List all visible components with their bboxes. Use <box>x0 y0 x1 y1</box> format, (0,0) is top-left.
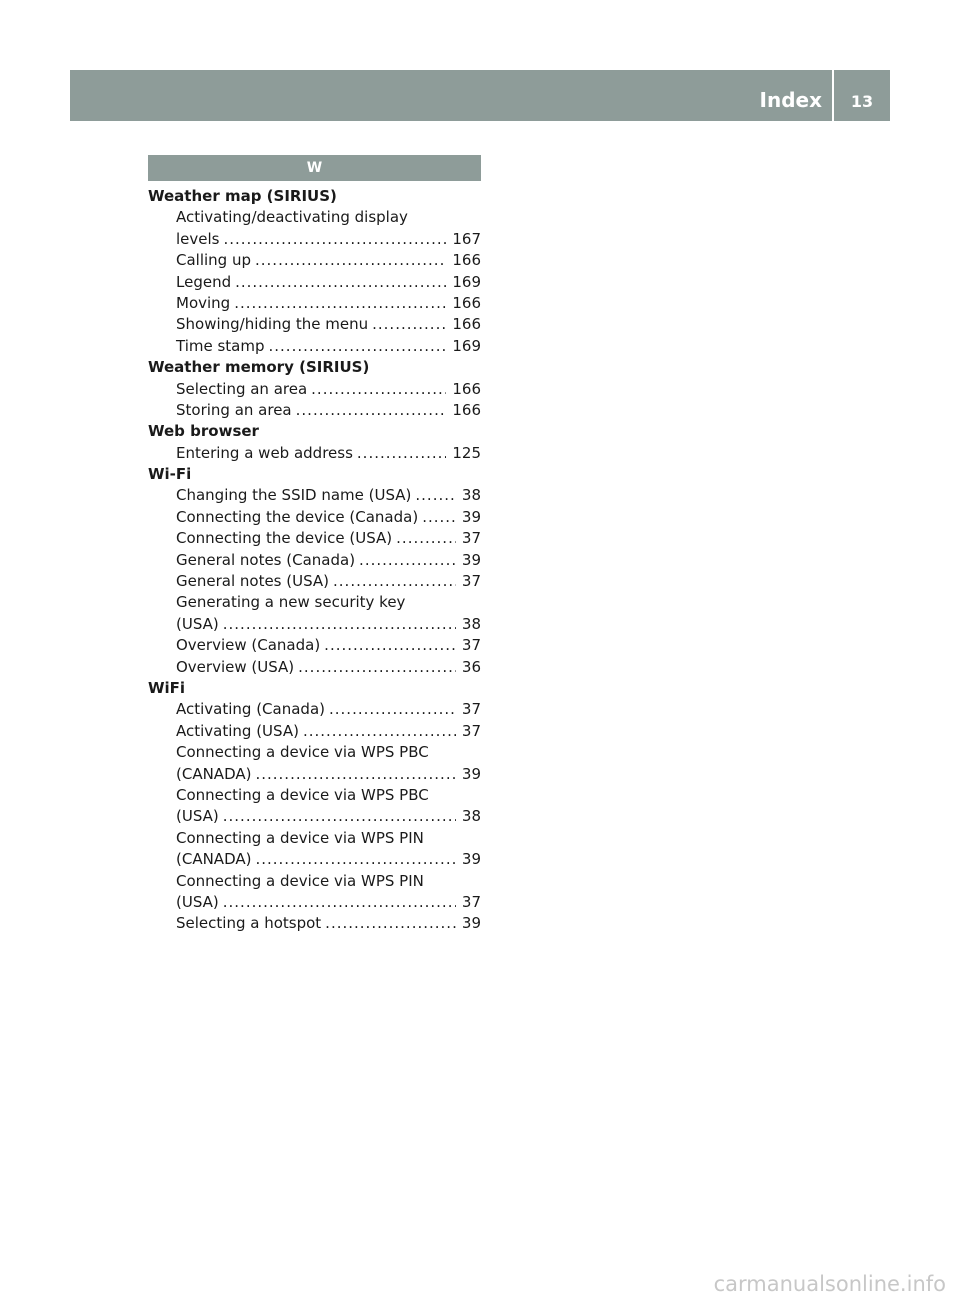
dot-leader <box>296 400 447 421</box>
dot-leader <box>357 443 446 464</box>
dot-leader <box>223 614 456 635</box>
index-term: Weather memory (SIRIUS) <box>148 358 370 377</box>
index-subentry <box>148 849 481 870</box>
index-subentry-line: Connecting a device via WPS PIN <box>176 871 424 890</box>
index-term: Web browser <box>148 422 259 441</box>
dot-leader <box>333 571 456 592</box>
subentry-page: 125 <box>452 443 481 462</box>
dot-leader <box>255 849 455 870</box>
index-term: Weather map (SIRIUS) <box>148 187 337 205</box>
index-subentry <box>148 699 481 720</box>
dot-leader <box>415 485 456 506</box>
dot-leader <box>298 657 456 678</box>
subentry-page: 38 <box>461 486 481 505</box>
index-term: WiFi <box>148 678 186 697</box>
subentry-page: 36 <box>461 657 481 676</box>
dot-leader <box>325 913 456 934</box>
index-subentry <box>148 229 481 250</box>
subentry-text: Entering a web address <box>176 443 353 462</box>
subentry-text: Activating (USA) <box>176 721 299 740</box>
subentry-text: General notes (Canada) <box>176 550 356 569</box>
index-subentry <box>148 913 481 934</box>
index-subentry <box>148 614 481 635</box>
index-subentry <box>148 336 481 357</box>
index-subentry <box>148 272 481 293</box>
index-subentry <box>148 443 481 464</box>
subentry-page: 166 <box>452 379 481 398</box>
subentry-page: 39 <box>461 507 481 526</box>
subentry-text: (CANADA) <box>176 764 252 783</box>
dot-leader <box>311 379 446 400</box>
index-subentry <box>148 571 481 592</box>
subentry-text: Overview (USA) <box>176 657 295 676</box>
subentry-text: Overview (Canada) <box>176 636 321 655</box>
index-subentry <box>148 379 481 400</box>
subentry-text: Storing an area <box>176 400 292 419</box>
dot-leader <box>396 528 456 549</box>
index-subentry-line: Activating/deactivating display <box>176 208 408 227</box>
subentry-text: Connecting the device (Canada) <box>176 507 419 526</box>
index-subentry <box>148 485 481 506</box>
dot-leader <box>223 229 446 250</box>
index-subentry <box>148 764 481 785</box>
dot-leader <box>234 293 446 314</box>
subentry-page: 169 <box>452 336 481 355</box>
index-entries <box>148 186 481 935</box>
page-number: 13 <box>850 92 874 111</box>
subentry-page: 166 <box>452 293 481 312</box>
index-subentry <box>148 250 481 271</box>
index-term: Wi-Fi <box>148 465 192 484</box>
subentry-page: 38 <box>461 614 481 633</box>
subentry-text: (CANADA) <box>176 850 252 869</box>
subentry-text: Selecting a hotspot <box>176 914 322 933</box>
index-subentry-line: Connecting a device via WPS PBC <box>176 743 429 762</box>
subentry-page: 37 <box>461 892 481 911</box>
page-title: Index <box>759 88 822 112</box>
index-subentry-line: Connecting a device via WPS PIN <box>176 828 424 847</box>
subentry-text: Legend <box>176 272 232 291</box>
subentry-text: (USA) <box>176 892 219 911</box>
subentry-text: (USA) <box>176 807 219 826</box>
subentry-page: 37 <box>461 636 481 655</box>
index-subentry <box>148 314 481 335</box>
subentry-page: 39 <box>461 550 481 569</box>
subentry-page: 37 <box>461 721 481 740</box>
dot-leader <box>223 806 456 827</box>
index-subentry <box>148 721 481 742</box>
subentry-page: 169 <box>452 272 481 291</box>
index-subentry <box>148 293 481 314</box>
index-subentry <box>148 507 481 528</box>
dot-leader <box>255 764 455 785</box>
subentry-page: 39 <box>461 914 481 933</box>
watermark: carmanualsonline.info <box>713 1272 946 1296</box>
index-subentry <box>148 806 481 827</box>
dot-leader <box>235 272 446 293</box>
subentry-page: 166 <box>452 400 481 419</box>
dot-leader <box>422 507 456 528</box>
subentry-page: 37 <box>461 529 481 548</box>
subentry-text: Time stamp <box>176 336 265 355</box>
index-subentry <box>148 635 481 656</box>
subentry-page: 38 <box>461 807 481 826</box>
subentry-text: Changing the SSID name (USA) <box>176 486 412 505</box>
subentry-page: 167 <box>452 229 481 248</box>
index-subentry <box>148 400 481 421</box>
subentry-page: 39 <box>461 850 481 869</box>
subentry-page: 39 <box>461 764 481 783</box>
dot-leader <box>324 635 456 656</box>
subentry-page: 37 <box>461 700 481 719</box>
subentry-page: 37 <box>461 572 481 591</box>
subentry-text: General notes (USA) <box>176 572 330 591</box>
index-subentry <box>148 657 481 678</box>
dot-leader <box>223 892 456 913</box>
subentry-page: 166 <box>452 251 481 270</box>
section-letter: W <box>148 155 481 181</box>
subentry-text: (USA) <box>176 614 219 633</box>
dot-leader <box>255 250 446 271</box>
index-column <box>148 155 481 935</box>
subentry-text: Selecting an area <box>176 379 308 398</box>
subentry-text: Calling up <box>176 251 251 270</box>
index-subentry <box>148 550 481 571</box>
dot-leader <box>329 699 456 720</box>
dot-leader <box>372 314 446 335</box>
subentry-text: Moving <box>176 293 231 312</box>
index-subentry-line: Generating a new security key <box>176 593 406 612</box>
subentry-page: 166 <box>452 315 481 334</box>
subentry-text: Activating (Canada) <box>176 700 325 719</box>
dot-leader <box>269 336 447 357</box>
index-subentry <box>148 892 481 913</box>
index-subentry <box>148 528 481 549</box>
subentry-text: Connecting the device (USA) <box>176 529 393 548</box>
dot-leader <box>303 721 456 742</box>
dot-leader <box>359 550 456 571</box>
subentry-text: levels <box>176 229 220 248</box>
subentry-text: Showing/hiding the menu <box>176 315 369 334</box>
index-subentry-line: Connecting a device via WPS PBC <box>176 785 429 804</box>
